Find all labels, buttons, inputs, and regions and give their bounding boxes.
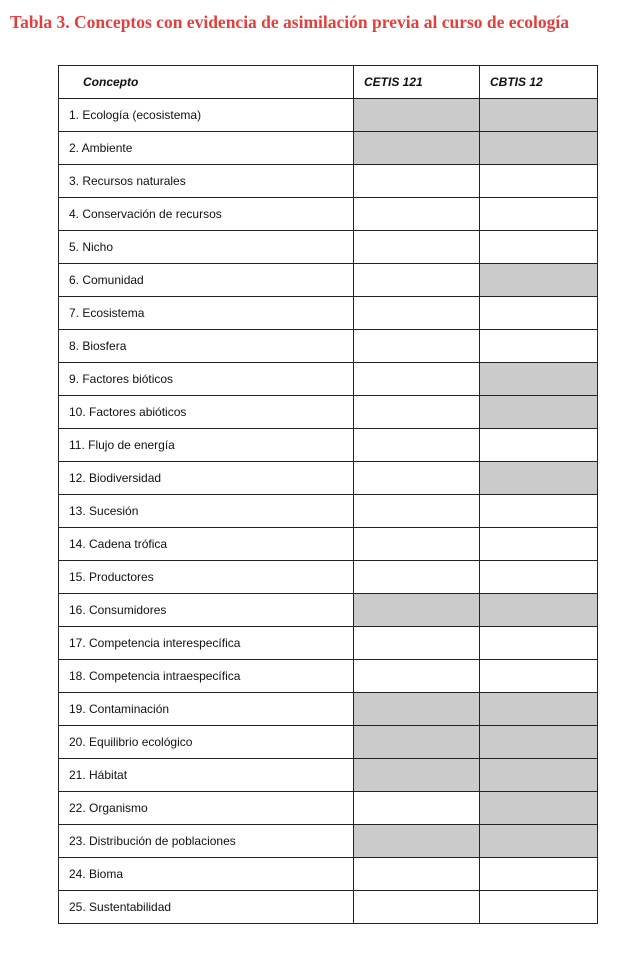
cbtis-12-cell [480,561,598,594]
cetis-121-cell [354,330,480,363]
header-cbtis-12: CBTIS 12 [480,66,598,99]
concept-cell: 8. Biosfera [59,330,354,363]
cetis-121-cell [354,495,480,528]
cbtis-12-cell [480,330,598,363]
table-row [59,759,598,792]
table-row [59,132,598,165]
cbtis-12-cell [480,198,598,231]
table-row [59,330,598,363]
cbtis-12-cell [480,165,598,198]
cbtis-12-cell [480,363,598,396]
table-row [59,825,598,858]
cbtis-12-cell [480,693,598,726]
cbtis-12-cell [480,825,598,858]
table-row [59,99,598,132]
table-row [59,528,598,561]
table-row [59,561,598,594]
concept-cell: 17. Competencia interespecífica [59,627,354,660]
table-row [59,726,598,759]
table-row [59,792,598,825]
concept-cell: 5. Nicho [59,231,354,264]
concept-cell: 20. Equilibrio ecológico [59,726,354,759]
table-title: Tabla 3. Conceptos con evidencia de asimilación previa al curso de ecología [10,12,570,32]
table-row [59,363,598,396]
cetis-121-cell [354,396,480,429]
concept-cell: 12. Biodiversidad [59,462,354,495]
concepts-table [58,65,598,924]
cetis-121-cell [354,792,480,825]
cetis-121-cell [354,759,480,792]
cetis-121-cell [354,627,480,660]
table-row [59,264,598,297]
cbtis-12-cell [480,726,598,759]
table-row [59,891,598,924]
concept-cell: 13. Sucesión [59,495,354,528]
cetis-121-cell [354,363,480,396]
cetis-121-cell [354,594,480,627]
table-row [59,693,598,726]
header-concepto: Concepto [59,66,354,99]
concept-cell: 10. Factores abióticos [59,396,354,429]
table-row [59,858,598,891]
table-row [59,660,598,693]
concept-cell: 15. Productores [59,561,354,594]
cetis-121-cell [354,891,480,924]
cetis-121-cell [354,132,480,165]
cetis-121-cell [354,231,480,264]
cetis-121-cell [354,297,480,330]
concept-cell: 14. Cadena trófica [59,528,354,561]
concept-cell: 3. Recursos naturales [59,165,354,198]
cetis-121-cell [354,198,480,231]
table-row [59,627,598,660]
cetis-121-cell [354,264,480,297]
cbtis-12-cell [480,528,598,561]
cbtis-12-cell [480,792,598,825]
cetis-121-cell [354,858,480,891]
cetis-121-cell [354,561,480,594]
concept-cell: 18. Competencia intraespecífica [59,660,354,693]
cetis-121-cell [354,726,480,759]
concept-cell: 1. Ecología (ecosistema) [59,99,354,132]
table-row [59,231,598,264]
concept-cell: 11. Flujo de energía [59,429,354,462]
table-row [59,495,598,528]
cbtis-12-cell [480,759,598,792]
cbtis-12-cell [480,627,598,660]
concept-cell: 23. Distribución de poblaciones [59,825,354,858]
cetis-121-cell [354,429,480,462]
concept-cell: 4. Conservación de recursos [59,198,354,231]
concept-cell: 22. Organismo [59,792,354,825]
header-cetis-121: CETIS 121 [354,66,480,99]
cbtis-12-cell [480,231,598,264]
table-row [59,594,598,627]
concept-cell: 25. Sustentabilidad [59,891,354,924]
cbtis-12-cell [480,660,598,693]
concept-cell: 24. Bioma [59,858,354,891]
cbtis-12-cell [480,429,598,462]
cbtis-12-cell [480,297,598,330]
table-row [59,396,598,429]
table-row [59,462,598,495]
table-row [59,198,598,231]
cetis-121-cell [354,693,480,726]
concept-cell: 21. Hábitat [59,759,354,792]
cetis-121-cell [354,99,480,132]
table-row [59,429,598,462]
concept-cell: 9. Factores bióticos [59,363,354,396]
cetis-121-cell [354,528,480,561]
concept-cell: 7. Ecosistema [59,297,354,330]
cetis-121-cell [354,825,480,858]
cbtis-12-cell [480,132,598,165]
table-header-row [59,66,598,99]
cbtis-12-cell [480,594,598,627]
table-row [59,165,598,198]
cbtis-12-cell [480,462,598,495]
cbtis-12-cell [480,99,598,132]
concept-cell: 16. Consumidores [59,594,354,627]
cbtis-12-cell [480,891,598,924]
cbtis-12-cell [480,264,598,297]
table-row [59,297,598,330]
cbtis-12-cell [480,495,598,528]
cetis-121-cell [354,165,480,198]
concept-cell: 6. Comunidad [59,264,354,297]
cetis-121-cell [354,660,480,693]
concept-cell: 2. Ambiente [59,132,354,165]
concept-cell: 19. Contaminación [59,693,354,726]
cbtis-12-cell [480,396,598,429]
cetis-121-cell [354,462,480,495]
cbtis-12-cell [480,858,598,891]
